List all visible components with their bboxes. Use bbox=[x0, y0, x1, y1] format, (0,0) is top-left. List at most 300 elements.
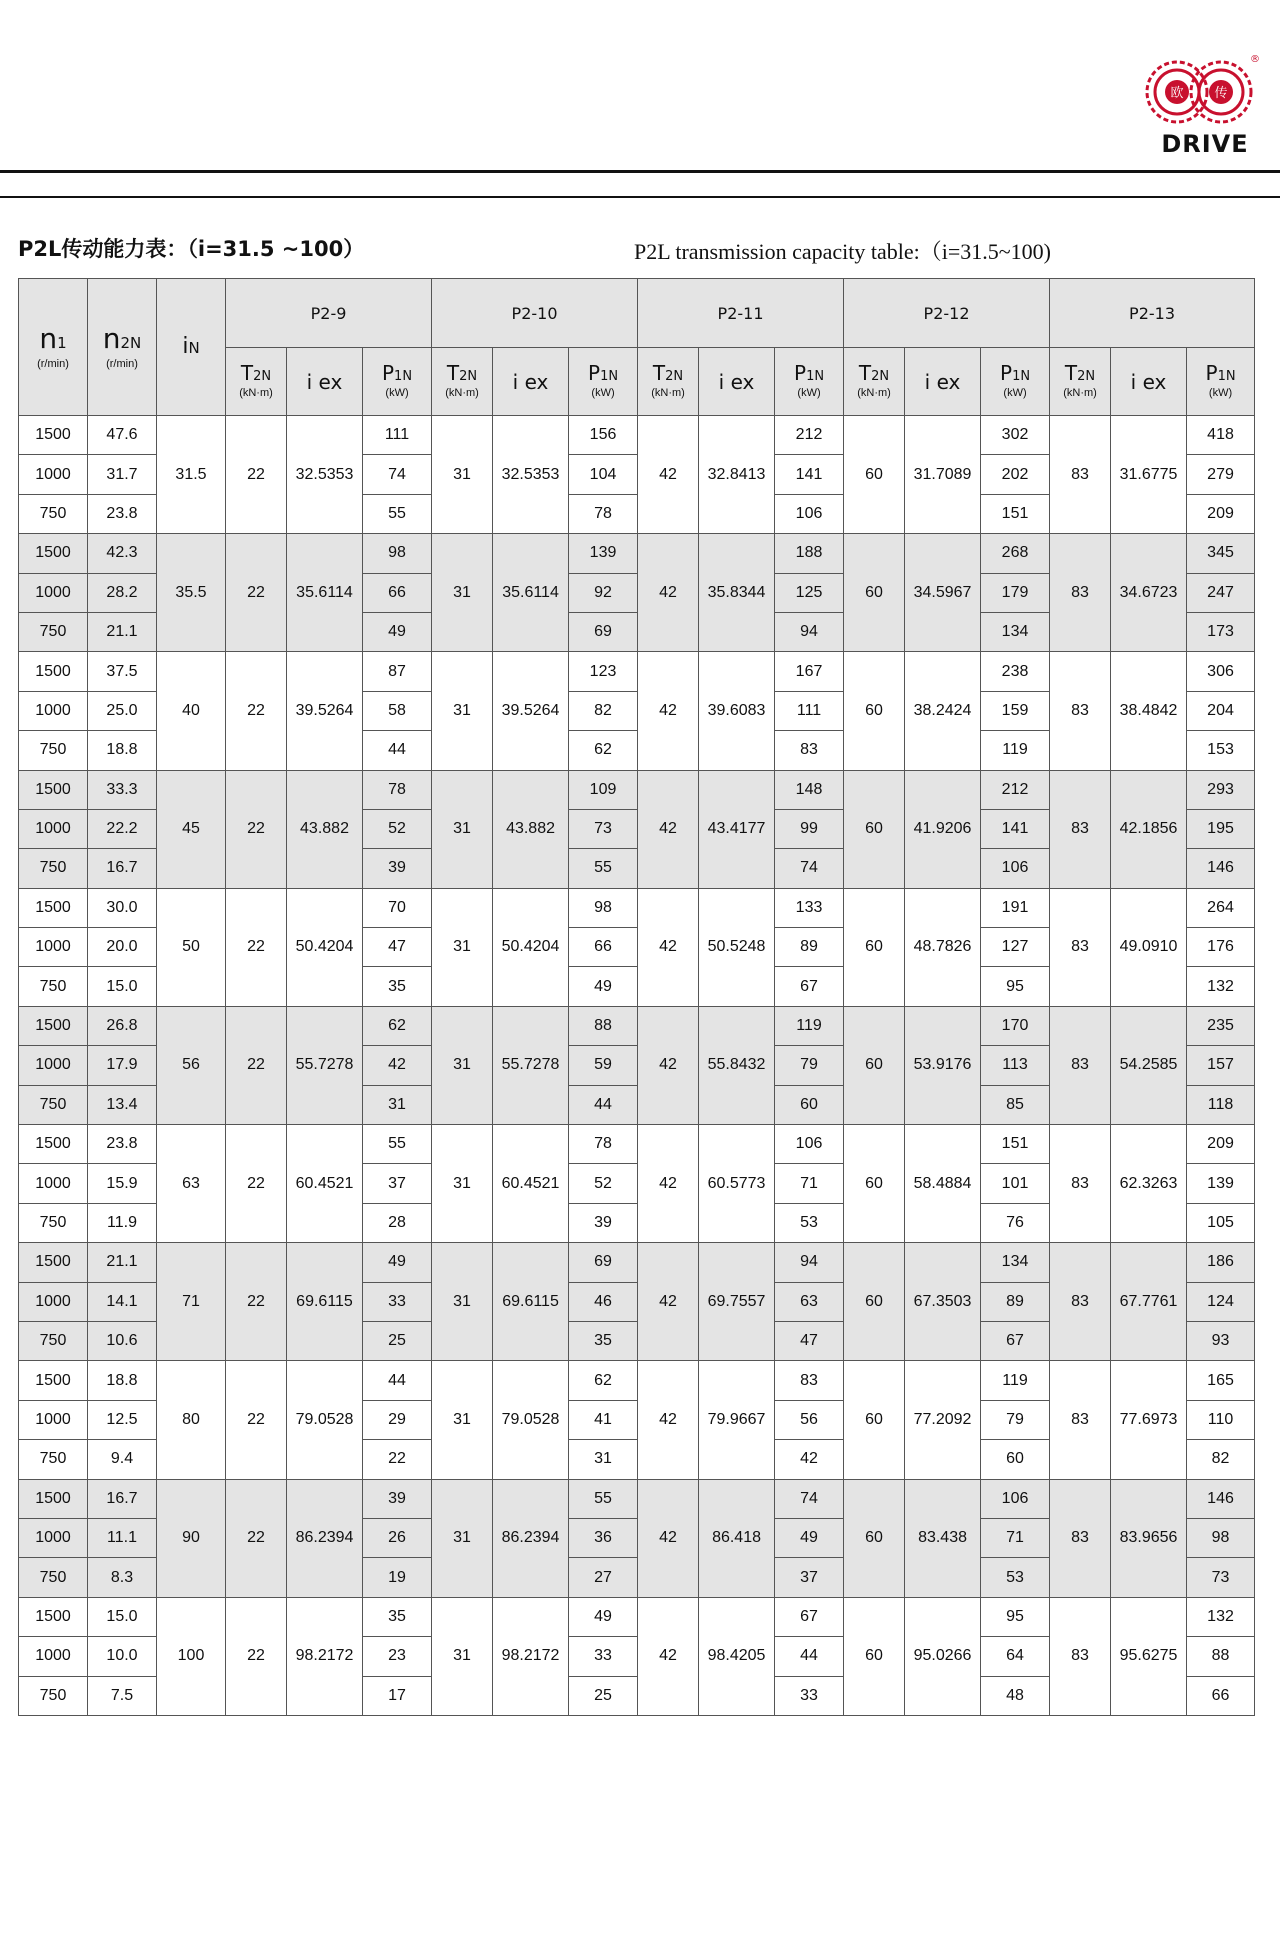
col-header-p1n: P1N (kW) bbox=[569, 348, 638, 416]
cell-iex: 86.418 bbox=[699, 1479, 775, 1597]
cell-p1n: 186 bbox=[1187, 1243, 1255, 1282]
cell-p1n: 157 bbox=[1187, 1046, 1255, 1085]
cell-n2: 26.8 bbox=[88, 1006, 157, 1045]
cell-n1: 750 bbox=[19, 1440, 88, 1479]
cell-t2n: 42 bbox=[638, 770, 699, 888]
cell-t2n: 60 bbox=[844, 534, 905, 652]
cell-n1: 1500 bbox=[19, 1479, 88, 1518]
cell-t2n: 31 bbox=[432, 416, 493, 534]
cell-p1n: 44 bbox=[363, 1361, 432, 1400]
cell-p1n: 73 bbox=[569, 809, 638, 848]
cell-n2: 21.1 bbox=[88, 612, 157, 651]
cell-p1n: 141 bbox=[775, 455, 844, 494]
cell-iex: 34.6723 bbox=[1111, 534, 1187, 652]
cell-iex: 43.882 bbox=[493, 770, 569, 888]
cell-n2: 30.0 bbox=[88, 888, 157, 927]
cell-t2n: 42 bbox=[638, 1125, 699, 1243]
cell-p1n: 67 bbox=[775, 1597, 844, 1636]
table-row bbox=[19, 652, 1255, 691]
cell-t2n: 22 bbox=[226, 534, 287, 652]
cell-t2n: 22 bbox=[226, 1361, 287, 1479]
col-header-iex: i ex bbox=[1111, 348, 1187, 416]
cell-t2n: 31 bbox=[432, 534, 493, 652]
cell-iex: 43.882 bbox=[287, 770, 363, 888]
cell-p1n: 35 bbox=[363, 967, 432, 1006]
cell-p1n: 74 bbox=[775, 849, 844, 888]
col-header-iex: i ex bbox=[699, 348, 775, 416]
cell-iex: 77.6973 bbox=[1111, 1361, 1187, 1479]
brand-wordmark: DRIVE bbox=[1161, 130, 1249, 158]
cell-n2: 15.0 bbox=[88, 967, 157, 1006]
cell-p1n: 67 bbox=[981, 1321, 1050, 1360]
cell-p1n: 70 bbox=[363, 888, 432, 927]
cell-t2n: 83 bbox=[1050, 534, 1111, 652]
cell-p1n: 31 bbox=[569, 1440, 638, 1479]
cell-n1: 1000 bbox=[19, 1400, 88, 1439]
cell-p1n: 49 bbox=[569, 967, 638, 1006]
group-header: P2-10 bbox=[432, 279, 638, 348]
cell-n1: 1000 bbox=[19, 691, 88, 730]
cell-t2n: 83 bbox=[1050, 1597, 1111, 1715]
cell-t2n: 42 bbox=[638, 1361, 699, 1479]
cell-t2n: 83 bbox=[1050, 1243, 1111, 1361]
cell-p1n: 110 bbox=[1187, 1400, 1255, 1439]
cell-p1n: 22 bbox=[363, 1440, 432, 1479]
cell-p1n: 33 bbox=[363, 1282, 432, 1321]
cell-iex: 83.438 bbox=[905, 1479, 981, 1597]
cell-p1n: 247 bbox=[1187, 573, 1255, 612]
cell-n2: 13.4 bbox=[88, 1085, 157, 1124]
cell-p1n: 44 bbox=[775, 1637, 844, 1676]
cell-t2n: 60 bbox=[844, 1479, 905, 1597]
cell-p1n: 52 bbox=[363, 809, 432, 848]
cell-p1n: 78 bbox=[569, 1125, 638, 1164]
cell-t2n: 42 bbox=[638, 1006, 699, 1124]
cell-iex: 32.5353 bbox=[287, 416, 363, 534]
cell-n1: 750 bbox=[19, 612, 88, 651]
cell-p1n: 212 bbox=[981, 770, 1050, 809]
title-english: P2L transmission capacity table:（i=31.5~100) bbox=[634, 239, 1051, 264]
col-header-t2n: T2N (kN·m) bbox=[432, 348, 493, 416]
cell-n1: 750 bbox=[19, 1085, 88, 1124]
cell-p1n: 94 bbox=[775, 1243, 844, 1282]
cell-iex: 79.0528 bbox=[493, 1361, 569, 1479]
cell-n1: 750 bbox=[19, 1321, 88, 1360]
cell-iex: 98.2172 bbox=[287, 1597, 363, 1715]
cell-p1n: 209 bbox=[1187, 1125, 1255, 1164]
cell-n1: 1000 bbox=[19, 1518, 88, 1557]
cell-p1n: 132 bbox=[1187, 967, 1255, 1006]
col-header-t2n: T2N (kN·m) bbox=[844, 348, 905, 416]
cell-iex: 98.4205 bbox=[699, 1597, 775, 1715]
cell-p1n: 49 bbox=[569, 1597, 638, 1636]
cell-p1n: 87 bbox=[363, 652, 432, 691]
cell-n2: 20.0 bbox=[88, 928, 157, 967]
cell-p1n: 66 bbox=[569, 928, 638, 967]
cell-n1: 750 bbox=[19, 849, 88, 888]
cell-n1: 1500 bbox=[19, 1361, 88, 1400]
cell-iex: 67.7761 bbox=[1111, 1243, 1187, 1361]
cell-p1n: 148 bbox=[775, 770, 844, 809]
cell-p1n: 33 bbox=[569, 1637, 638, 1676]
cell-iex: 34.5967 bbox=[905, 534, 981, 652]
cell-p1n: 279 bbox=[1187, 455, 1255, 494]
cell-iex: 43.4177 bbox=[699, 770, 775, 888]
table-row bbox=[19, 1361, 1255, 1400]
cell-p1n: 202 bbox=[981, 455, 1050, 494]
cell-p1n: 53 bbox=[981, 1558, 1050, 1597]
cell-p1n: 119 bbox=[775, 1006, 844, 1045]
cell-p1n: 23 bbox=[363, 1637, 432, 1676]
cell-t2n: 60 bbox=[844, 1597, 905, 1715]
cell-p1n: 71 bbox=[775, 1164, 844, 1203]
cell-t2n: 60 bbox=[844, 770, 905, 888]
col-header-n1: n1 (r/min) bbox=[19, 279, 88, 416]
cell-n2: 14.1 bbox=[88, 1282, 157, 1321]
cell-p1n: 104 bbox=[569, 455, 638, 494]
cell-iex: 48.7826 bbox=[905, 888, 981, 1006]
cell-iN: 50 bbox=[157, 888, 226, 1006]
cell-iex: 55.8432 bbox=[699, 1006, 775, 1124]
cell-p1n: 69 bbox=[569, 1243, 638, 1282]
capacity-table bbox=[18, 278, 1255, 1716]
cell-iex: 86.2394 bbox=[493, 1479, 569, 1597]
cell-iex: 60.4521 bbox=[493, 1125, 569, 1243]
cell-p1n: 28 bbox=[363, 1203, 432, 1242]
col-header-p1n: P1N (kW) bbox=[1187, 348, 1255, 416]
cell-p1n: 235 bbox=[1187, 1006, 1255, 1045]
cell-iex: 53.9176 bbox=[905, 1006, 981, 1124]
cell-iex: 31.6775 bbox=[1111, 416, 1187, 534]
cell-p1n: 83 bbox=[775, 1361, 844, 1400]
cell-n2: 17.9 bbox=[88, 1046, 157, 1085]
cell-t2n: 60 bbox=[844, 888, 905, 1006]
cell-iex: 49.0910 bbox=[1111, 888, 1187, 1006]
cell-n2: 33.3 bbox=[88, 770, 157, 809]
cell-t2n: 42 bbox=[638, 416, 699, 534]
cell-p1n: 62 bbox=[569, 1361, 638, 1400]
cell-t2n: 60 bbox=[844, 1243, 905, 1361]
cell-p1n: 179 bbox=[981, 573, 1050, 612]
cell-p1n: 95 bbox=[981, 1597, 1050, 1636]
cell-p1n: 25 bbox=[569, 1676, 638, 1715]
cell-t2n: 60 bbox=[844, 1006, 905, 1124]
cell-t2n: 83 bbox=[1050, 1006, 1111, 1124]
cell-t2n: 22 bbox=[226, 652, 287, 770]
cell-p1n: 55 bbox=[363, 494, 432, 533]
table-row bbox=[19, 416, 1255, 455]
cell-t2n: 83 bbox=[1050, 770, 1111, 888]
cell-n1: 1000 bbox=[19, 809, 88, 848]
cell-p1n: 66 bbox=[363, 573, 432, 612]
cell-p1n: 88 bbox=[1187, 1637, 1255, 1676]
cell-iex: 79.9667 bbox=[699, 1361, 775, 1479]
group-header: P2-9 bbox=[226, 279, 432, 348]
cell-p1n: 49 bbox=[775, 1518, 844, 1557]
cell-iN: 100 bbox=[157, 1597, 226, 1715]
cell-p1n: 212 bbox=[775, 416, 844, 455]
cell-p1n: 74 bbox=[363, 455, 432, 494]
cell-iex: 35.6114 bbox=[493, 534, 569, 652]
cell-p1n: 89 bbox=[981, 1282, 1050, 1321]
cell-n1: 1000 bbox=[19, 1164, 88, 1203]
cell-t2n: 83 bbox=[1050, 416, 1111, 534]
cell-p1n: 89 bbox=[775, 928, 844, 967]
cell-p1n: 264 bbox=[1187, 888, 1255, 927]
cell-iN: 31.5 bbox=[157, 416, 226, 534]
cell-p1n: 159 bbox=[981, 691, 1050, 730]
col-header-p1n: P1N (kW) bbox=[981, 348, 1050, 416]
cell-t2n: 31 bbox=[432, 1006, 493, 1124]
col-header-p1n: P1N (kW) bbox=[775, 348, 844, 416]
cell-p1n: 52 bbox=[569, 1164, 638, 1203]
cell-p1n: 39 bbox=[569, 1203, 638, 1242]
cell-n2: 16.7 bbox=[88, 1479, 157, 1518]
cell-n1: 750 bbox=[19, 494, 88, 533]
cell-t2n: 22 bbox=[226, 1243, 287, 1361]
cell-p1n: 123 bbox=[569, 652, 638, 691]
title-chinese: P2L传动能力表：（i=31.5 ~100） bbox=[18, 237, 365, 261]
cell-p1n: 139 bbox=[569, 534, 638, 573]
cell-t2n: 22 bbox=[226, 888, 287, 1006]
table-row bbox=[19, 1006, 1255, 1045]
cell-n1: 1000 bbox=[19, 1282, 88, 1321]
cell-t2n: 31 bbox=[432, 1361, 493, 1479]
cell-iex: 32.8413 bbox=[699, 416, 775, 534]
cell-t2n: 31 bbox=[432, 888, 493, 1006]
cell-n1: 1500 bbox=[19, 416, 88, 455]
cell-p1n: 44 bbox=[569, 1085, 638, 1124]
cell-n2: 12.5 bbox=[88, 1400, 157, 1439]
cell-p1n: 95 bbox=[981, 967, 1050, 1006]
cell-p1n: 99 bbox=[775, 809, 844, 848]
cell-p1n: 49 bbox=[363, 612, 432, 651]
cell-iex: 77.2092 bbox=[905, 1361, 981, 1479]
cell-p1n: 127 bbox=[981, 928, 1050, 967]
cell-n2: 11.1 bbox=[88, 1518, 157, 1557]
cell-p1n: 133 bbox=[775, 888, 844, 927]
cell-n1: 750 bbox=[19, 967, 88, 1006]
cell-p1n: 59 bbox=[569, 1046, 638, 1085]
cell-n2: 31.7 bbox=[88, 455, 157, 494]
cell-p1n: 98 bbox=[1187, 1518, 1255, 1557]
cell-p1n: 73 bbox=[1187, 1558, 1255, 1597]
cell-p1n: 63 bbox=[775, 1282, 844, 1321]
cell-p1n: 176 bbox=[1187, 928, 1255, 967]
cell-iex: 69.7557 bbox=[699, 1243, 775, 1361]
cell-iex: 39.6083 bbox=[699, 652, 775, 770]
cell-n1: 1000 bbox=[19, 1046, 88, 1085]
cell-p1n: 79 bbox=[981, 1400, 1050, 1439]
cell-iex: 60.5773 bbox=[699, 1125, 775, 1243]
cell-n2: 25.0 bbox=[88, 691, 157, 730]
registered-mark: ® bbox=[1250, 54, 1260, 65]
cell-p1n: 113 bbox=[981, 1046, 1050, 1085]
cell-p1n: 306 bbox=[1187, 652, 1255, 691]
cell-p1n: 170 bbox=[981, 1006, 1050, 1045]
cell-t2n: 60 bbox=[844, 1125, 905, 1243]
cell-p1n: 62 bbox=[363, 1006, 432, 1045]
cell-p1n: 195 bbox=[1187, 809, 1255, 848]
cell-p1n: 93 bbox=[1187, 1321, 1255, 1360]
cell-p1n: 74 bbox=[775, 1479, 844, 1518]
group-header: P2-12 bbox=[844, 279, 1050, 348]
cell-p1n: 78 bbox=[569, 494, 638, 533]
cell-iN: 56 bbox=[157, 1006, 226, 1124]
cell-t2n: 22 bbox=[226, 1006, 287, 1124]
cell-p1n: 27 bbox=[569, 1558, 638, 1597]
cell-p1n: 47 bbox=[775, 1321, 844, 1360]
logo-glyph-left: 欧 bbox=[1170, 86, 1184, 101]
cell-p1n: 165 bbox=[1187, 1361, 1255, 1400]
cell-t2n: 42 bbox=[638, 1243, 699, 1361]
cell-iex: 50.4204 bbox=[287, 888, 363, 1006]
cell-iex: 38.4842 bbox=[1111, 652, 1187, 770]
col-header-t2n: T2N (kN·m) bbox=[1050, 348, 1111, 416]
cell-p1n: 111 bbox=[775, 691, 844, 730]
cell-p1n: 156 bbox=[569, 416, 638, 455]
cell-p1n: 48 bbox=[981, 1676, 1050, 1715]
logo-glyph-right: 传 bbox=[1214, 86, 1228, 101]
cell-iex: 41.9206 bbox=[905, 770, 981, 888]
cell-p1n: 418 bbox=[1187, 416, 1255, 455]
cell-p1n: 69 bbox=[569, 612, 638, 651]
col-header-t2n: T2N (kN·m) bbox=[638, 348, 699, 416]
header-row-groups bbox=[19, 279, 1255, 348]
cell-n2: 18.8 bbox=[88, 731, 157, 770]
cell-iex: 39.5264 bbox=[287, 652, 363, 770]
cell-p1n: 35 bbox=[363, 1597, 432, 1636]
cell-n1: 750 bbox=[19, 1676, 88, 1715]
cell-iN: 63 bbox=[157, 1125, 226, 1243]
cell-n1: 750 bbox=[19, 731, 88, 770]
cell-p1n: 39 bbox=[363, 1479, 432, 1518]
cell-p1n: 76 bbox=[981, 1203, 1050, 1242]
cell-iex: 60.4521 bbox=[287, 1125, 363, 1243]
cell-iex: 38.2424 bbox=[905, 652, 981, 770]
cell-n2: 23.8 bbox=[88, 494, 157, 533]
cell-p1n: 134 bbox=[981, 612, 1050, 651]
cell-iN: 71 bbox=[157, 1243, 226, 1361]
cell-n1: 1000 bbox=[19, 928, 88, 967]
cell-t2n: 42 bbox=[638, 888, 699, 1006]
cell-p1n: 56 bbox=[775, 1400, 844, 1439]
cell-p1n: 62 bbox=[569, 731, 638, 770]
cell-p1n: 167 bbox=[775, 652, 844, 691]
cell-p1n: 37 bbox=[363, 1164, 432, 1203]
cell-n1: 1500 bbox=[19, 888, 88, 927]
cell-p1n: 25 bbox=[363, 1321, 432, 1360]
cell-p1n: 111 bbox=[363, 416, 432, 455]
cell-iN: 45 bbox=[157, 770, 226, 888]
cell-iex: 69.6115 bbox=[287, 1243, 363, 1361]
cell-t2n: 60 bbox=[844, 416, 905, 534]
cell-n1: 1000 bbox=[19, 573, 88, 612]
cell-p1n: 83 bbox=[775, 731, 844, 770]
cell-p1n: 26 bbox=[363, 1518, 432, 1557]
cell-p1n: 98 bbox=[569, 888, 638, 927]
col-header-t2n: T2N (kN·m) bbox=[226, 348, 287, 416]
cell-t2n: 31 bbox=[432, 1479, 493, 1597]
cell-p1n: 118 bbox=[1187, 1085, 1255, 1124]
cell-p1n: 191 bbox=[981, 888, 1050, 927]
cell-p1n: 98 bbox=[363, 534, 432, 573]
cell-t2n: 31 bbox=[432, 1125, 493, 1243]
group-header: P2-11 bbox=[638, 279, 844, 348]
cell-iex: 42.1856 bbox=[1111, 770, 1187, 888]
cell-t2n: 83 bbox=[1050, 1361, 1111, 1479]
cell-t2n: 22 bbox=[226, 1479, 287, 1597]
cell-p1n: 125 bbox=[775, 573, 844, 612]
cell-n2: 15.9 bbox=[88, 1164, 157, 1203]
table-row bbox=[19, 1125, 1255, 1164]
cell-p1n: 60 bbox=[981, 1440, 1050, 1479]
cell-p1n: 139 bbox=[1187, 1164, 1255, 1203]
cell-p1n: 134 bbox=[981, 1243, 1050, 1282]
col-header-p1n: P1N (kW) bbox=[363, 348, 432, 416]
cell-iex: 54.2585 bbox=[1111, 1006, 1187, 1124]
cell-p1n: 141 bbox=[981, 809, 1050, 848]
cell-p1n: 293 bbox=[1187, 770, 1255, 809]
cell-p1n: 29 bbox=[363, 1400, 432, 1439]
cell-p1n: 37 bbox=[775, 1558, 844, 1597]
cell-n2: 47.6 bbox=[88, 416, 157, 455]
cell-p1n: 17 bbox=[363, 1676, 432, 1715]
cell-p1n: 53 bbox=[775, 1203, 844, 1242]
table-row bbox=[19, 1479, 1255, 1518]
table-row bbox=[19, 1597, 1255, 1636]
cell-p1n: 55 bbox=[569, 1479, 638, 1518]
cell-p1n: 173 bbox=[1187, 612, 1255, 651]
cell-p1n: 42 bbox=[363, 1046, 432, 1085]
cell-n1: 1500 bbox=[19, 1597, 88, 1636]
table-body bbox=[19, 416, 1255, 1716]
cell-p1n: 101 bbox=[981, 1164, 1050, 1203]
cell-p1n: 67 bbox=[775, 967, 844, 1006]
cell-p1n: 119 bbox=[981, 731, 1050, 770]
cell-iex: 55.7278 bbox=[493, 1006, 569, 1124]
cell-p1n: 188 bbox=[775, 534, 844, 573]
cell-p1n: 60 bbox=[775, 1085, 844, 1124]
cell-iN: 80 bbox=[157, 1361, 226, 1479]
cell-iex: 69.6115 bbox=[493, 1243, 569, 1361]
cell-p1n: 79 bbox=[775, 1046, 844, 1085]
cell-n2: 8.3 bbox=[88, 1558, 157, 1597]
cell-p1n: 119 bbox=[981, 1361, 1050, 1400]
cell-n2: 15.0 bbox=[88, 1597, 157, 1636]
cell-p1n: 42 bbox=[775, 1440, 844, 1479]
cell-p1n: 124 bbox=[1187, 1282, 1255, 1321]
cell-p1n: 71 bbox=[981, 1518, 1050, 1557]
cell-p1n: 66 bbox=[1187, 1676, 1255, 1715]
cell-iex: 98.2172 bbox=[493, 1597, 569, 1715]
table-row bbox=[19, 888, 1255, 927]
table-row bbox=[19, 534, 1255, 573]
cell-iex: 95.0266 bbox=[905, 1597, 981, 1715]
cell-n2: 16.7 bbox=[88, 849, 157, 888]
cell-p1n: 55 bbox=[569, 849, 638, 888]
cell-p1n: 146 bbox=[1187, 849, 1255, 888]
cell-t2n: 31 bbox=[432, 770, 493, 888]
cell-p1n: 82 bbox=[1187, 1440, 1255, 1479]
cell-p1n: 92 bbox=[569, 573, 638, 612]
cell-p1n: 36 bbox=[569, 1518, 638, 1557]
cell-n1: 1000 bbox=[19, 1637, 88, 1676]
cell-p1n: 94 bbox=[775, 612, 844, 651]
cell-n2: 22.2 bbox=[88, 809, 157, 848]
cell-n1: 750 bbox=[19, 1203, 88, 1242]
cell-t2n: 42 bbox=[638, 1597, 699, 1715]
